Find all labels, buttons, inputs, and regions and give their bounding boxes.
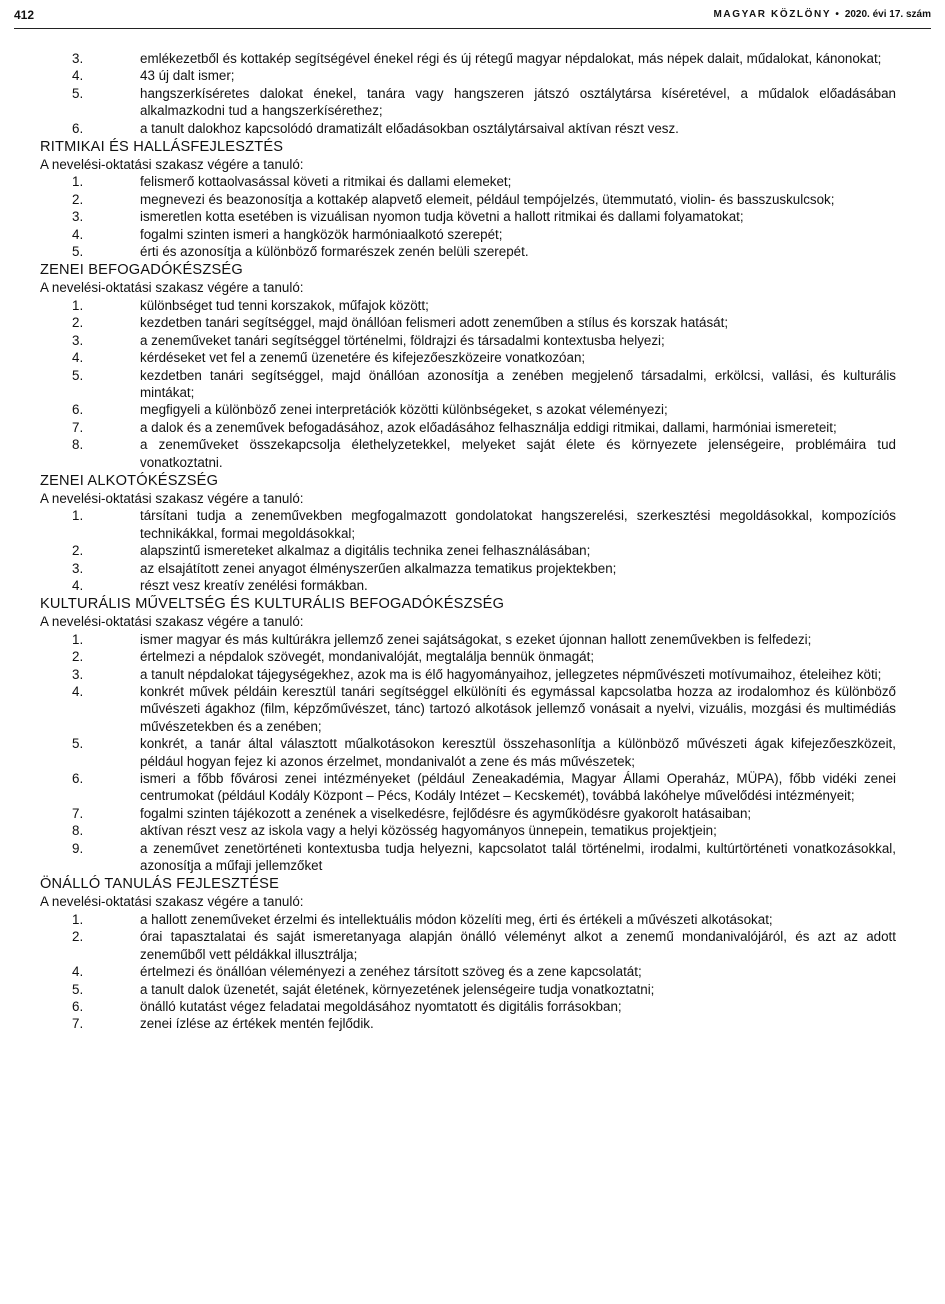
- list-item: [40, 401, 896, 418]
- journal-title: MAGYAR KÖZLÖNY: [713, 9, 831, 20]
- list-item: [40, 840, 896, 875]
- section: [40, 261, 896, 470]
- list-item-number: 1.: [72, 911, 84, 927]
- list-item: [40, 67, 896, 84]
- list-item-text: a zeneművet zenetörténeti kontextusba tudja helyezni, kapcsolatot talál történelmi, irodalmi, kultúrtörténeti vonatkozásokkal, azonosítja a műfaji jellemzőket: [140, 840, 896, 874]
- list-item-number: 4.: [72, 964, 84, 980]
- section-intro: A nevelési-oktatási szakasz végére a tanuló:: [40, 157, 304, 173]
- list-item-number: 2.: [72, 649, 84, 665]
- list-item-text: emlékezetből és kottakép segítségével énekel régi és új rétegű magyar népdalokat, más népek dalait, műdalokat, kánonokat;: [140, 51, 882, 66]
- list-item-number: 1.: [72, 297, 84, 313]
- section-heading: KULTURÁLIS MŰVELTSÉG ÉS KULTURÁLIS BEFOGADÓKÉSZSÉG: [40, 596, 505, 613]
- list-item-number: 4.: [72, 577, 84, 593]
- list-item: [40, 981, 896, 998]
- list-item-text: zenei ízlése az értékek mentén fejlődik.: [140, 1016, 374, 1032]
- section-intro: A nevelési-oktatási szakasz végére a tanuló:: [40, 894, 304, 910]
- journal-info: [714, 9, 932, 20]
- list-item: [40, 120, 896, 137]
- list-item-number: 7.: [72, 1016, 84, 1032]
- list-item-number: 5.: [72, 367, 84, 383]
- list-item-text: ismeretlen kotta esetében is vizuálisan nyomon tudja követni a hallott ritmikai és dallami folyamatokat;: [140, 209, 744, 225]
- list-item: [40, 963, 896, 980]
- list-item-number: 8.: [72, 823, 84, 839]
- page-header: [14, 2, 931, 29]
- section: [40, 875, 896, 1032]
- list-item-text: a hallott zeneműveket érzelmi és intellektuális módon közelíti meg, érti és értékeli a művészeti alkotásokat;: [140, 911, 773, 927]
- list-item-number: 5.: [72, 736, 84, 752]
- list-item-number: 9.: [72, 840, 84, 856]
- section-intro: A nevelési-oktatási szakasz végére a tanuló:: [40, 280, 304, 296]
- list-item-text: a tanult népdalokat tájegységekhez, azok ma is élő hagyományaihoz, jellegzetes népművészeti motívumaihoz, ételeihez köti;: [140, 666, 882, 682]
- list-item-number: 6.: [72, 771, 84, 787]
- list-item: [40, 173, 896, 190]
- list-item: [40, 911, 896, 928]
- list-item: [40, 243, 896, 260]
- list-item-number: 3.: [72, 560, 84, 576]
- issue-number: 2020. évi 17. szám: [844, 9, 931, 20]
- list-item-number: 3.: [72, 51, 84, 66]
- list-item: [40, 436, 896, 471]
- section: [40, 50, 896, 137]
- section-heading: ZENEI ALKOTÓKÉSZSÉG: [40, 472, 219, 489]
- list-item-number: 2.: [72, 929, 84, 945]
- list-item: [40, 332, 896, 349]
- page-number: 412: [14, 8, 35, 22]
- list-item-text: aktívan részt vesz az iskola vagy a helyi közösség hagyományos ünnepein, tematikus projektjein;: [140, 823, 717, 839]
- section: [40, 138, 896, 260]
- section-intro: A nevelési-oktatási szakasz végére a tanuló:: [40, 614, 304, 630]
- list-item-text: a dalok és a zeneművek befogadásához, azok előadásához felhasználja eddigi ritmikai, dallami, harmóniai ismereteit;: [140, 419, 837, 435]
- list-item: [40, 648, 896, 665]
- section-intro: A nevelési-oktatási szakasz végére a tanuló:: [40, 490, 304, 506]
- list-item-text: kérdéseket vet fel a zenemű üzenetére és kifejezőeszközeire vonatkozóan;: [140, 350, 586, 366]
- list-item-text: 43 új dalt ismer;: [140, 68, 235, 84]
- list-item-text: a zeneműveket tanári segítséggel történelmi, földrajzi és társadalmi kontextusba helyezi;: [140, 332, 665, 348]
- list-item: [40, 1015, 896, 1032]
- list-item-number: 2.: [72, 191, 84, 207]
- list-item-number: 7.: [72, 805, 84, 821]
- list-item: [40, 631, 896, 648]
- list-item: [40, 928, 896, 963]
- list-item-text: különbséget tud tenni korszakok, műfajok között;: [140, 297, 429, 313]
- list-item: [40, 297, 896, 314]
- list-item: [40, 314, 896, 331]
- list-item-text: alapszintű ismereteket alkalmaz a digitális technika zenei felhasználásában;: [140, 543, 591, 559]
- list-item-text: hangszerkíséretes dalokat énekel, tanára vagy hangszeren játszó osztálytársa kíséretével, a műdalok előadásában alkalmazkodni tud a hangszerkísérethez;: [140, 85, 896, 119]
- header-separator: •: [835, 9, 841, 20]
- list-item-text: megfigyeli a különböző zenei interpretációk közötti különbségeket, s azokat véleményezi;: [140, 402, 668, 418]
- list-item-text: ismer magyar és más kultúrákra jellemző zenei sajátságokat, s ezeket újonnan hallott zeneművekben is felfedezi;: [140, 631, 812, 647]
- list-item-number: 4.: [72, 350, 84, 366]
- list-item: [40, 349, 896, 366]
- list-item: [40, 560, 896, 577]
- section: [40, 595, 896, 874]
- list-item-text: konkrét művek példáin keresztül tanári segítséggel elkülöníti és egymással kapcsolatba hozza az irodalomhoz és különböző művészeti ágakhoz (film, képzőművészet, tánc) tartozó alkotások jellemző vonásait a nyelvi, vizuális, mozgási és multimédiás művészetekben és a zenében;: [140, 684, 896, 734]
- list-item-number: 6.: [72, 402, 84, 418]
- list-item: [40, 507, 896, 542]
- list-item: [40, 577, 896, 594]
- section-heading: RITMIKAI ÉS HALLÁSFEJLESZTÉS: [40, 139, 284, 156]
- list-item-text: órai tapasztalatai és saját ismeretanyaga alapján önálló véleményt alkot a zenemű mondanivalójáról, és azt az adott zeneműből vett példákkal illusztrálja;: [140, 929, 896, 962]
- list-item-number: 3.: [72, 666, 84, 682]
- list-item-number: 5.: [72, 981, 84, 997]
- list-item-text: társítani tudja a zeneművekben megfogalmazott gondolatokat hangszerelési, szerkesztési megoldásokkal, kompozíciós technikákkal, formai megoldásokkal;: [140, 508, 896, 541]
- list-item-number: 1.: [72, 508, 84, 524]
- list-item: [40, 419, 896, 436]
- list-item-number: 2.: [72, 315, 84, 331]
- list-item: [40, 770, 896, 805]
- list-item-text: értelmezi a népdalok szövegét, mondanivalóját, megtalálja bennük önmagát;: [140, 649, 595, 665]
- list-item-number: 6.: [72, 120, 84, 136]
- list-item: [40, 666, 896, 683]
- list-item-number: 4.: [72, 684, 84, 699]
- list-item-text: kezdetben tanári segítséggel, majd önállóan azonosítja a zenében megjelenő társadalmi, erkölcsi, vallási, és kulturális mintákat;: [140, 367, 896, 400]
- list-item-number: 4.: [72, 226, 84, 242]
- list-item-text: konkrét, a tanár által választott műalkotásokon keresztül összehasonlítja a különböző művészeti ágak kifejezőeszközeit, például hogyan fejez ki azonos érzelmet, mondanivalót a zene és más művészetek;: [140, 736, 896, 769]
- list-item: [40, 683, 896, 735]
- list-item-text: fogalmi szinten tájékozott a zenének a viselkedésre, fejlődésre és agyműködésre gyakorolt hatásaiban;: [140, 805, 752, 821]
- list-item-text: felismerő kottaolvasással követi a ritmikai és dallami elemeket;: [140, 174, 512, 190]
- list-item: [40, 735, 896, 770]
- list-item-number: 4.: [72, 68, 84, 84]
- list-item: [40, 85, 896, 120]
- document-body: [40, 50, 896, 1033]
- list-item-text: értelmezi és önállóan véleményezi a zenéhez társított szöveg és a zene kapcsolatát;: [140, 964, 642, 980]
- list-item-text: a tanult dalokhoz kapcsolódó dramatizált előadásokban osztálytársaival aktívan részt vesz.: [140, 120, 679, 136]
- list-item-number: 2.: [72, 543, 84, 559]
- list-item-number: 3.: [72, 209, 84, 225]
- list-item-text: megnevezi és beazonosítja a kottakép alapvető elemeit, például tempójelzés, ütemmutató, violin- és basszuskulcsok;: [140, 191, 835, 207]
- section: [40, 472, 896, 594]
- list-item-number: 1.: [72, 174, 84, 190]
- list-item-text: önálló kutatást végez feladatai megoldásához nyomtatott és digitális forrásokban;: [140, 998, 622, 1014]
- list-item-text: az elsajátított zenei anyagot élményszerűen alkalmazza tematikus projektekben;: [140, 560, 617, 576]
- list-item-number: 8.: [72, 437, 84, 453]
- list-item: [40, 998, 896, 1015]
- list-item: [40, 191, 896, 208]
- list-item-text: ismeri a főbb fővárosi zenei intézményeket (például Zeneakadémia, Magyar Állami Operaház, MÜPA), főbb vidéki zenei centrumokat (például Kodály Központ – Pécs, Kodály Intézet – Kecskemét), továbbá lakóhelye művelődési intézményeit;: [140, 771, 896, 804]
- section-heading: ÖNÁLLÓ TANULÁS FEJLESZTÉSE: [40, 876, 280, 893]
- list-item-number: 1.: [72, 631, 84, 647]
- list-item-text: a tanult dalok üzenetét, saját életének, környezetének jelenségeire tudja vonatkoztatni;: [140, 981, 655, 997]
- list-item-text: kezdetben tanári segítséggel, majd önállóan felismeri adott zeneműben a stílus és korszak hatását;: [140, 315, 729, 331]
- list-item: [40, 226, 896, 243]
- list-item: [40, 50, 896, 67]
- list-item-number: 3.: [72, 332, 84, 348]
- list-item-text: részt vesz kreatív zenélési formákban.: [140, 577, 368, 593]
- list-item-text: a zeneműveket összekapcsolja élethelyzetekkel, melyeket saját élete és környezete jelenségeire, problémáira tud vonatkoztatni.: [140, 437, 896, 470]
- section-heading: ZENEI BEFOGADÓKÉSZSÉG: [40, 262, 243, 279]
- list-item-number: 5.: [72, 85, 84, 101]
- list-item-number: 5.: [72, 244, 84, 260]
- list-item-number: 7.: [72, 419, 84, 435]
- list-item: [40, 367, 896, 402]
- list-item-text: érti és azonosítja a különböző formarészek zenén belüli szerepét.: [140, 244, 529, 260]
- list-item-number: 6.: [72, 998, 84, 1014]
- list-item: [40, 822, 896, 839]
- list-item: [40, 542, 896, 559]
- list-item: [40, 805, 896, 822]
- list-item-text: fogalmi szinten ismeri a hangközök harmóniaalkotó szerepét;: [140, 226, 503, 242]
- list-item: [40, 208, 896, 225]
